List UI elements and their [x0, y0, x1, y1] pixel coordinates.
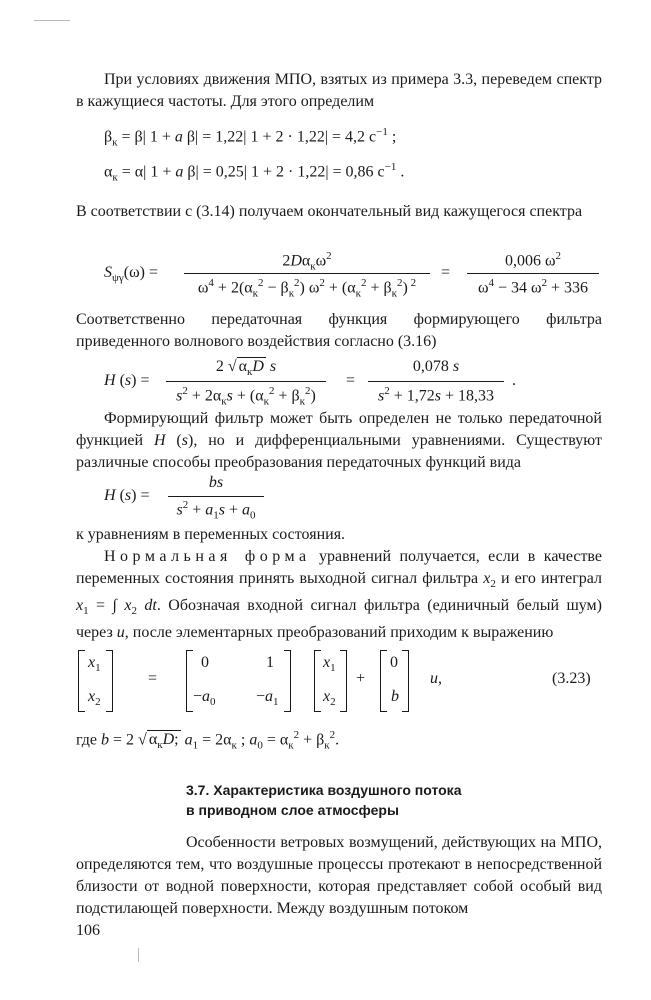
equation-s-denominator-2: $\omega^4 - 34$ $\omega^2 + 336$ [477, 277, 589, 297]
equation-h-denominator-1: $s^2 + 2\alpha_кs + (\alpha_к^2 + \beta_к^2)$ [176, 385, 316, 408]
paragraph-normal-form [76, 546, 602, 644]
equals-sign: = [441, 264, 451, 281]
equation-beta-k: $\beta_к = \beta|$ 1 + a β| = 1,22| 1 + 2 · 1,22| = 4,2 $с^{-1}$ ; [104, 126, 397, 149]
bracket-right [284, 650, 291, 712]
bracket-left [186, 650, 193, 712]
equation-h-numerator-2: 0,078 s [412, 358, 460, 375]
matrix-lhs-x1: $x_1$ [88, 654, 101, 675]
paragraph-intro: При условиях движения МПО, взятых из примера 3.3, переведем спектр в кажущиеся частоты. Для этого определим [76, 71, 602, 110]
bracket-left [78, 650, 85, 712]
equation-h2-lhs: H (s) = [104, 487, 150, 504]
paragraph-wind: Особенности ветровых возмущений, действующих на МПО, определяются тем, что воздушные процессы протекают в непосредственной близости от водной поверхности, которая представляет собой особый вид подстилающей поверхности. Между воздушным потоком [76, 834, 602, 917]
plus-sign: + [356, 670, 366, 687]
matrix-x-1: $x_1$ [323, 654, 336, 675]
matrix-a-22: $-a_1$ [256, 688, 279, 709]
equation-s-numerator-1: $2D\alpha_к\omega^2$ [282, 250, 332, 273]
scan-mark-bottom [138, 948, 139, 962]
bracket-right [106, 650, 113, 712]
equation-s-denominator-1: $\omega^4 + 2(\alpha_к^2 - \beta_к^2) \omega^2 + (\alpha_к^2 + \beta_к^2)$ $^2$ [197, 277, 417, 300]
fraction-bar [168, 496, 264, 497]
bracket-left [380, 650, 387, 712]
equation-alpha-k: $\alpha_к = \alpha|$ 1 + a β| = 0,25| 1 + 2 · 1,22| = 0,86 $с^{-1}$ . [104, 161, 405, 184]
equation-h-denominator-2: $s^2 + 1,72s + 18,33$ [377, 385, 495, 405]
matrix-a-21: $-a_0$ [193, 688, 216, 709]
equation-number: (3.23) [552, 670, 591, 687]
matrix-a-11: 0 [201, 654, 209, 671]
paragraph-where: где b = 2 √ $\alpha_кD$; $a_1 = 2\alpha_к$ ; $a_0 = \alpha_к^2 + \beta_к^2$. [76, 729, 340, 752]
paragraph-state-equations: к уравнениям в переменных состояния. [76, 526, 346, 543]
scan-mark-top [34, 20, 70, 21]
equation-h2-denominator: $s^2 + a_1s + a_0$ [176, 499, 256, 522]
fraction-bar [166, 381, 326, 382]
equation-s-numerator-2: 0,006 $\omega^2$ [504, 250, 562, 270]
bracket-left [314, 650, 321, 712]
matrix-x-2: $x_2$ [323, 688, 336, 709]
matrix-a-12: 1 [266, 654, 274, 671]
page-number: 106 [76, 922, 100, 939]
section-heading [186, 780, 506, 820]
equals-sign: = [148, 670, 158, 687]
matrix-lhs-x2: $x_2$ [88, 688, 101, 709]
section-heading-line-1: 3.7. Характеристика воздушного потока [186, 782, 462, 798]
paragraph-filter: Формирующий фильтр может быть определен не только передаточной функцией H (s), но и дифференциальными уравнениями. Существуют различные способы преобразования передаточных функций вида [76, 410, 603, 471]
paragraph-spectrum: В соответствии с (3.14) получаем окончательный вид кажущегося спектра [76, 203, 583, 220]
bracket-right [402, 650, 409, 712]
fraction-bar [467, 273, 599, 274]
equals-sign: = [346, 372, 356, 389]
equation-s-lhs: $S_{\psi\gamma}(\omega)$ = [104, 264, 158, 285]
matrix-b-2: b [391, 688, 399, 705]
paragraph-transfer-function: Соответственно передаточная функция формирующего фильтра приведенного волнового воздействия согласно (3.16) [76, 311, 602, 350]
bracket-right [340, 650, 347, 712]
fraction-bar [368, 381, 504, 382]
paragraph-normal-form-text: уравнений получается, если в качестве переменных состояния принять выходной сигнал фильтра $x_2$ и его интеграл $x_1$ = ∫ $x_2$ dt. Обозначая входной сигнал фильтра (единичный белый шум) через u, после элементарных преобразований приходим к выражению [76, 548, 603, 642]
input-u: u, [430, 670, 442, 687]
spaced-term: Нормальная форма [104, 548, 311, 565]
equation-h-lhs: H (s) = [104, 372, 150, 389]
matrix-b-1: 0 [390, 654, 398, 671]
equation-h-period: . [512, 372, 516, 389]
fraction-bar [184, 273, 430, 274]
equation-h2-numerator: bs [208, 474, 224, 491]
section-heading-line-2: в приводном слое атмосферы [186, 802, 399, 818]
equation-h-numerator-1: 2 √ $\alpha_кD$ s [215, 358, 277, 379]
